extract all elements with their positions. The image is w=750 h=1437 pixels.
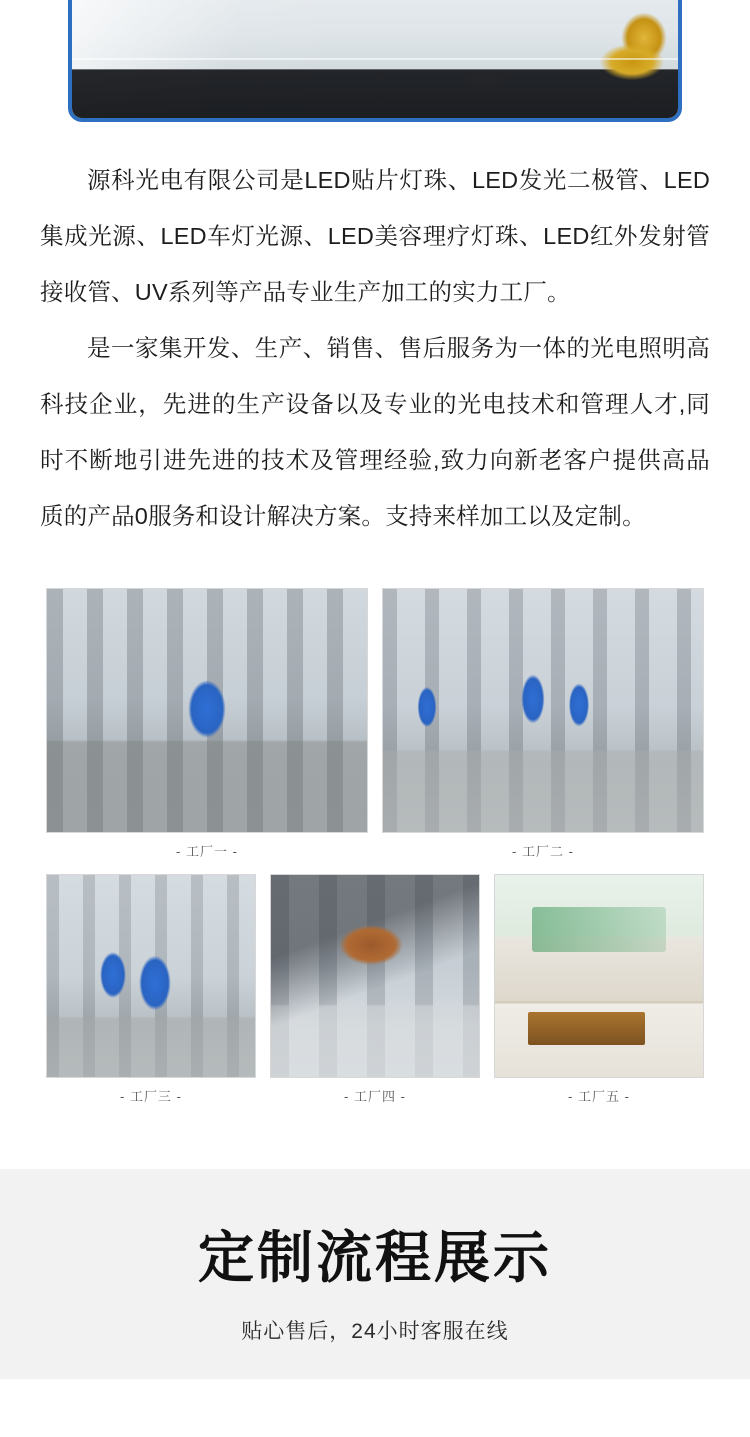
hero-image-card	[0, 0, 750, 128]
factory-photo-4	[270, 874, 480, 1078]
hero-image-frame	[68, 0, 682, 122]
factory-gallery	[0, 544, 750, 1109]
company-showroom-photo	[72, 0, 678, 118]
factory-photo-2	[382, 588, 704, 833]
description-paragraph-2: 是一家集开发、生产、销售、售后服务为一体的光电照明高科技企业，先进的生产设备以及专业的光电技术和管理人才,同时不断地引进先进的技术及管理经验,致力向新老客户提供高品质的产品0服务和设计解决方案。支持来样加工以及定制。	[40, 335, 710, 529]
gallery-row-2	[46, 874, 704, 1109]
gallery-item	[494, 874, 704, 1109]
banner-subtitle: 贴心售后，24小时客服在线	[241, 1319, 509, 1343]
factory-photo-1-caption: - 工厂一 -	[176, 844, 238, 859]
description-paragraph-1: 源科光电有限公司是LED贴片灯珠、LED发光二极管、LED集成光源、LED车灯光源、LED美容理疗灯珠、LED红外发射管接收管、UV系列等产品专业生产加工的实力工厂。	[40, 167, 710, 305]
factory-photo-4-caption: - 工厂四 -	[344, 1089, 406, 1104]
gallery-item	[46, 874, 256, 1109]
gallery-item	[382, 588, 704, 864]
factory-photo-3	[46, 874, 256, 1078]
gallery-item	[270, 874, 480, 1109]
factory-photo-2-caption: - 工厂二 -	[512, 844, 574, 859]
gallery-row-1	[46, 588, 704, 864]
company-description	[0, 128, 750, 544]
factory-photo-5	[494, 874, 704, 1078]
custom-process-banner	[0, 1169, 750, 1379]
factory-photo-3-caption: - 工厂三 -	[120, 1089, 182, 1104]
banner-title: 定制流程展示	[198, 1226, 552, 1289]
gallery-item	[46, 588, 368, 864]
factory-photo-1	[46, 588, 368, 833]
factory-photo-5-caption: - 工厂五 -	[568, 1089, 630, 1104]
